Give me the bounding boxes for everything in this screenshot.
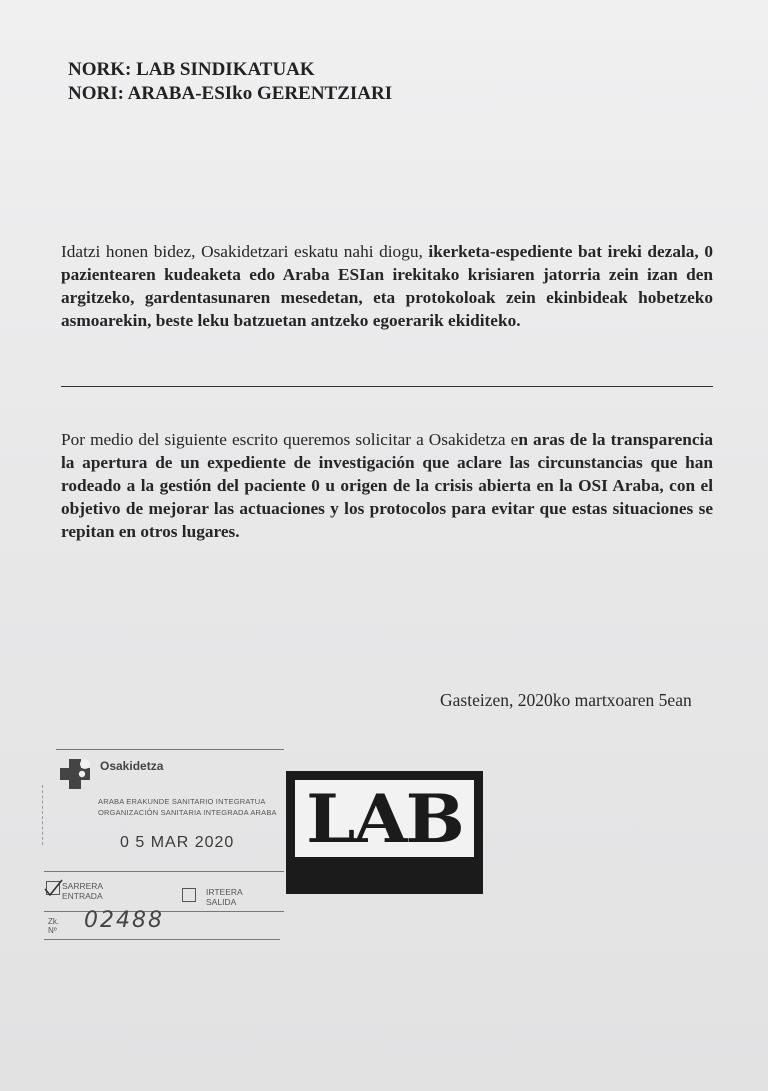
stamp-bottom-line <box>44 939 280 940</box>
place-date-line: Gasteizen, 2020ko martxoaren 5ean <box>440 690 692 710</box>
basque-paragraph <box>61 240 713 332</box>
basque-plain-text: Idatzi honen bidez, Osakidetzari eskatu nahi diogu, <box>61 242 429 261</box>
salida-checkbox <box>182 888 196 902</box>
basque-bold-text: ikerketa-espediente bat ireki dezala, 0 pazientearen kudeaketa edo Araba ESIan irekitako krisiaren jatorria zein izan den argitzeko, gardentasunaren mesedetan, eta protokoloak zein ekinbideak hobetzeko asmoarekin, beste leku batzuetan antzeko egoerarik ekiditeko. <box>61 242 713 330</box>
spanish-paragraph <box>61 428 713 543</box>
lab-logo-text: LAB <box>306 778 463 858</box>
stamp-brand: Osakidetza <box>100 759 164 773</box>
letter-header <box>68 58 392 106</box>
spanish-plain-text: Por medio del siguiente escrito queremos solicitar a Osakidetza e <box>61 430 519 449</box>
stamp-left-mark <box>42 785 45 845</box>
stamp-org-line2: ORGANIZACIÓN SANITARIA INTEGRADA ARABA <box>98 808 277 817</box>
spanish-bold-text: n aras de la transparencia la apertura de un expediente de investigación que aclare las circunstancias que han rodeado a la gestión del paciente 0 u origen de la crisis abierta en la OSI Araba, con el objetivo de mejorar las actuaciones y los protocolos para evitar que estas situaciones se repitan en otros lugares. <box>61 430 713 541</box>
stamp-top-line <box>56 749 284 750</box>
recipient-line: NORI: ARABA-ESIko GERENTZIARI <box>68 83 393 104</box>
stamp-mid-line <box>44 871 284 872</box>
number-label: Zk. Nº <box>48 917 60 935</box>
registry-stamp <box>40 745 285 945</box>
checkmark-icon <box>42 877 64 899</box>
stamp-date: 0 5 MAR 2020 <box>120 834 235 851</box>
lab-logo <box>286 771 483 894</box>
entrada-label: SARRERA ENTRADA <box>62 881 104 901</box>
stamp-line-2 <box>44 911 284 912</box>
registry-number: 02488 <box>84 908 164 933</box>
salida-label: IRTEERA SALIDA <box>206 887 243 907</box>
lab-logo-panel <box>295 780 474 857</box>
sender-line: NORK: LAB SINDIKATUAK <box>68 59 315 80</box>
stamp-org-line1: ARABA ERAKUNDE SANITARIO INTEGRATUA <box>98 797 266 806</box>
osakidetza-logo-icon <box>58 757 92 791</box>
separator-line <box>61 386 713 387</box>
